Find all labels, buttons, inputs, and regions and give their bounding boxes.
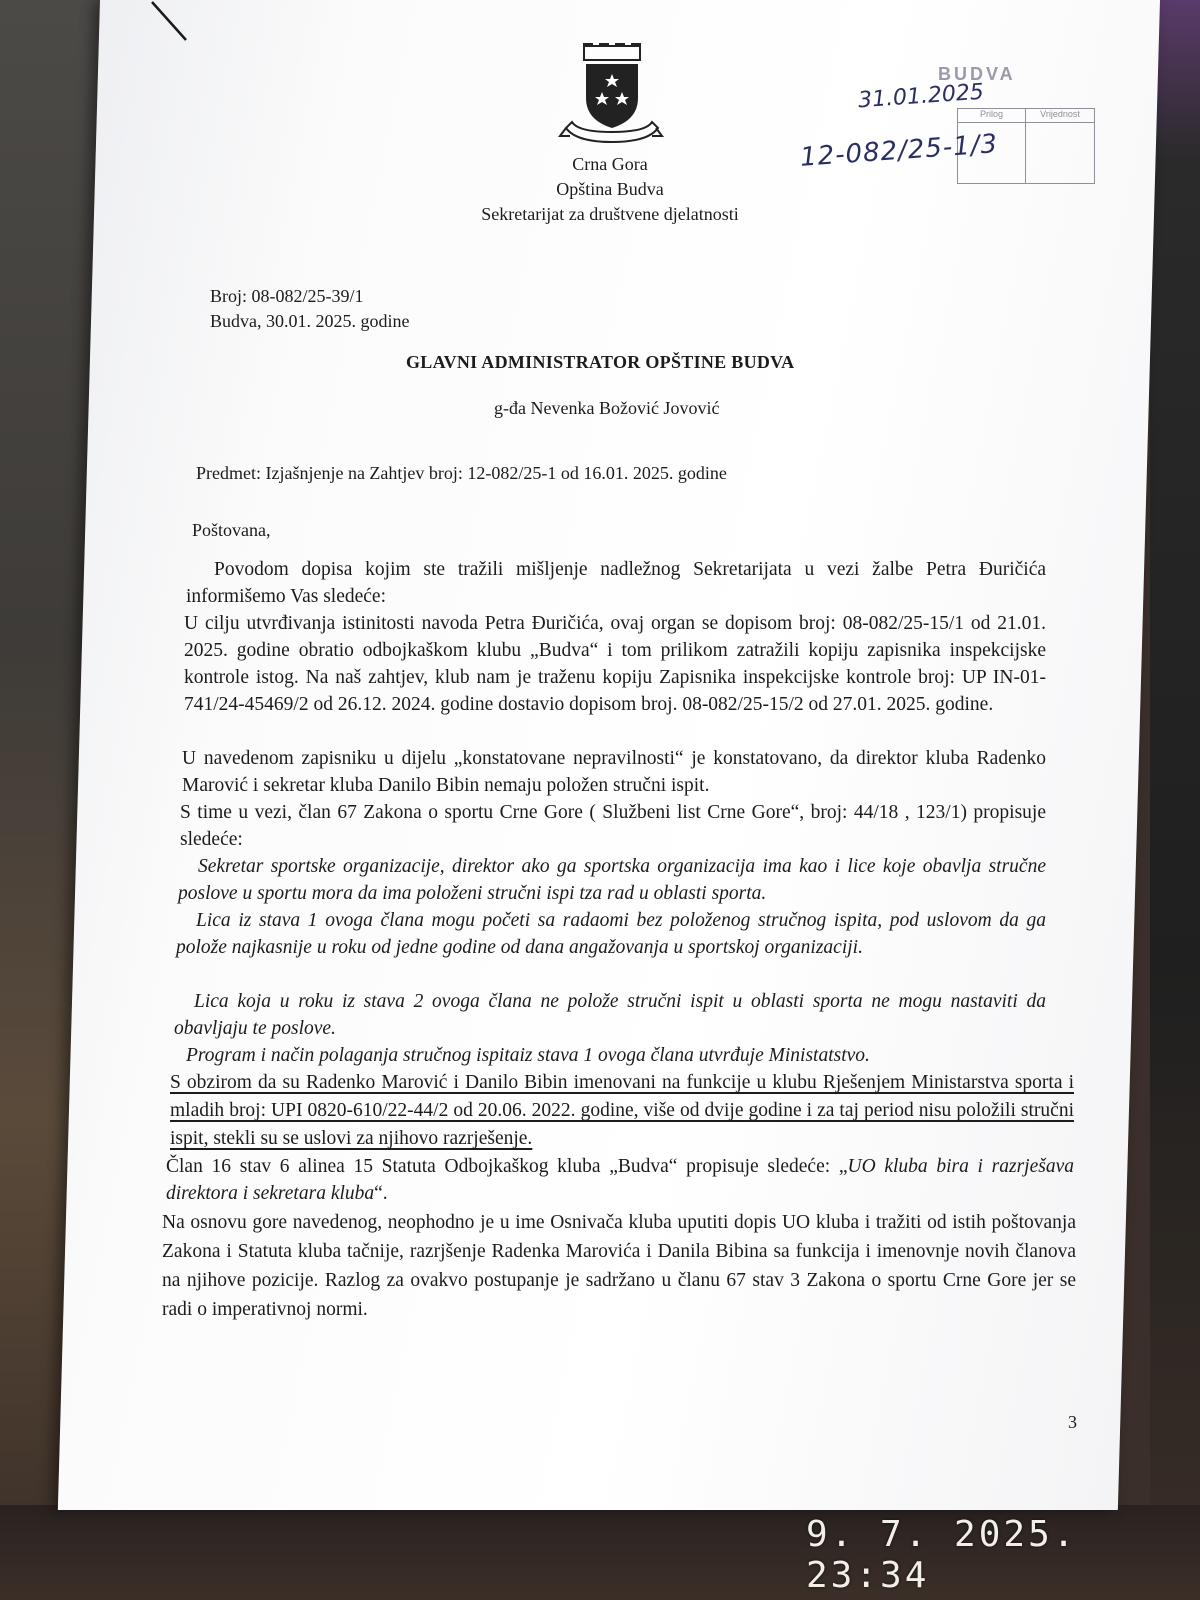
paragraph-law-intro: S time u vezi, član 67 Zakona o sportu Crne Gore ( Službeni list Crne Gore“, broj: 44/18 , 123/1) propisuje sledeće: <box>180 802 1046 850</box>
handwritten-number: 12-082/25-1/3 <box>799 129 999 173</box>
page-number: 3 <box>1068 1412 1077 1432</box>
paragraph-intro: Povodom dopisa kojim ste tražili mišljenje nadležnog Sekretarijata u vezi žalbe Petra Đuričića informišemo Vas sledeće: <box>186 559 1046 607</box>
greeting: Poštovana, <box>192 520 271 540</box>
paragraph-statute <box>166 1153 1074 1207</box>
coat-of-arms-icon <box>556 42 666 152</box>
handwritten-date: 31.01.2025 <box>857 79 985 114</box>
statute-quote: UO kluba bira i razrješava direktora i sekretara kluba <box>166 1156 1074 1204</box>
law-quote-2: Lica iz stava 1 ovoga člana mogu početi sa radaomi bez položenog stručnog ispita, pod uslovom da ga polože najkasnije u roku od jedne godine od dana angažovanja u sportskoj organizaciji. <box>176 910 1046 958</box>
statute-end: “. <box>374 1183 388 1204</box>
stamp-city: BUDVA <box>938 64 1016 84</box>
addressee-title: GLAVNI ADMINISTRATOR OPŠTINE BUDVA <box>406 352 795 372</box>
photo-timestamp: 9. 7. 2025. 23:34 <box>806 1514 1078 1596</box>
law-quote-4: Program i način polaganja stručnog ispitaiz stava 1 ovoga člana utvrđuje Ministatstvo. <box>186 1045 870 1066</box>
paragraph-inquiry: U cilju utvrđivanja istinitosti navoda Petra Đuričića, ovaj organ se dopisom broj: 08-082/25-15/1 od 21.01. 2025. godine obratio odbojkaškom klubu „Budva“ i tom prilikom zatražili kopiju zapisnika inspekcijske kontrole istog. Na naš zahtjev, klub nam je traženu kopiju Zapisnika inspekcijske kontrole broj: UP IN-01-741/24-45469/2 od 26.12. 2024. godine dostavio dopisom broj. 08-082/25-15/2 od 27.01. 2025. godine. <box>184 613 1046 715</box>
addressee-name: g-đa Nevenka Božović Jovović <box>494 398 720 418</box>
paragraph-recommendation: Na osnovu gore navedenog, neophodno je u ime Osnivača kluba uputiti dopis UO kluba i tražiti od istih poštovanja Zakona i Statuta kluba tačnije, razrjšenje Radenka Marovića i Danila Bibina sa funkcija i imenovnje novih članova na njihove pozicije. Razlog za ovakvo postupanje je sadržano u članu 67 stav 3 Zakona o sportu Crne Gore jer se radi o imperativnoj normi. <box>162 1212 1076 1320</box>
document-number: Broj: 08-082/25-39/1 <box>210 286 364 306</box>
law-quote-3: Lica koja u roku iz stava 2 ovoga člana ne polože stručni ispit u oblasti sporta ne mogu nastaviti da obavljaju te poslove. <box>174 991 1046 1039</box>
law-quote-1: Sekretar sportske organizacije, direktor ako ga sportska organizacija ima kao i lice koje obavlja stručne poslove u sportu mora da ima položeni stručni ispi tza rad u oblasti sporta. <box>178 856 1046 904</box>
stamp-cell <box>1026 123 1094 183</box>
subject-line: Predmet: Izjašnjenje na Zahtjev broj: 12-082/25-1 od 16.01. 2025. godine <box>196 463 727 483</box>
stamp-col1-label: Prilog <box>958 109 1026 123</box>
header-department: Sekretarijat za društvene djelatnosti <box>481 204 739 224</box>
statute-text: Član 16 stav 6 alinea 15 Statuta Odbojkaškog kluba „Budva“ propisuje sledeće: „ <box>166 1156 848 1177</box>
stamp-col2-label: Vrijednost <box>1026 109 1094 123</box>
document-place-date: Budva, 30.01. 2025. godine <box>210 311 410 331</box>
header-country: Crna Gora <box>572 154 648 174</box>
header-municipality: Opština Budva <box>556 179 664 199</box>
paragraph-findings: U navedenom zapisniku u dijelu „konstatovane nepravilnosti“ je konstatovano, da direktor kluba Radenko Marović i sekretar kluba Danilo Bibin nemaju položen stručni ispit. <box>182 748 1046 796</box>
paragraph-conclusion-underlined: S obzirom da su Radenko Marović i Danilo Bibin imenovani na funkcije u klubu Rješenjem Ministarstva sporta i mladih broj: UPI 0820-610/22-44/2 od 20.06. 2022. godine, više od dvije godine i za taj period nisu položili stručni ispit, stekli su se uslovi za njihovo razrješenje. <box>170 1072 1074 1149</box>
